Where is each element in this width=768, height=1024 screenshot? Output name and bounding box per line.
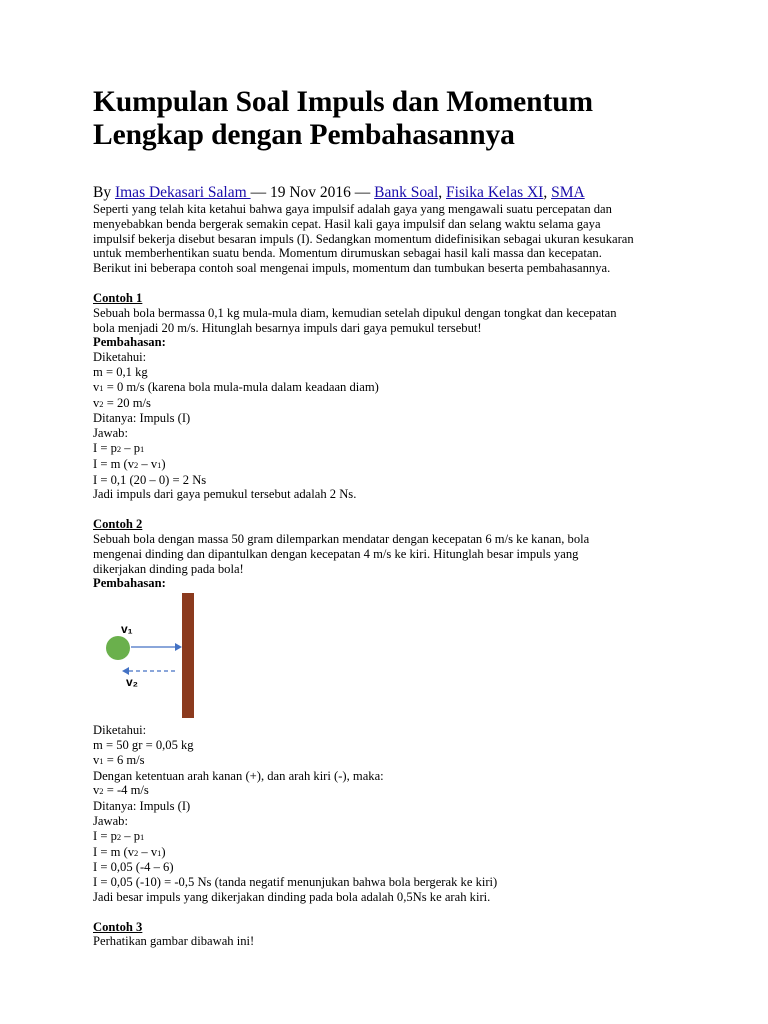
intro-paragraph — [93, 202, 683, 276]
equation-3: I = 0,05 (-4 – 6) — [93, 860, 174, 875]
intro-line: Seperti yang telah kita ketahui bahwa gaya impulsif adalah gaya yang mengawali suatu percepatan dan — [93, 202, 612, 216]
v1-value — [93, 753, 683, 769]
subscript: 2 — [134, 847, 139, 858]
page-title — [93, 86, 683, 152]
v1-symbol: v — [93, 752, 100, 767]
v1-label: v₁ — [121, 622, 133, 637]
asked-label: Ditanya: Impuls (I) — [93, 799, 191, 814]
eq-part: I = m (v — [93, 844, 135, 859]
subscript: 2 — [116, 443, 122, 454]
v2-text: = -4 m/s — [103, 783, 149, 798]
intro-line: impulsif bekerja disebut besaran impuls (I). Sedangkan momentum didefinisikan sebagai ukuran kesukaran — [93, 231, 634, 246]
question-line: Sebuah bola bermassa 0,1 kg mula-mula diam, kemudian setelah dipukul dengan tongkat dan kecepatan — [93, 305, 617, 320]
byline-comma: , — [543, 184, 552, 201]
eq-part: – v — [138, 844, 158, 859]
v2-label: v₂ — [126, 675, 139, 690]
subscript: 1 — [157, 847, 162, 858]
byline-date: — 19 Nov 2016 — — [250, 184, 375, 201]
title-line-2: Lengkap dengan Pembahasannya — [93, 119, 515, 151]
byline-by: By — [93, 184, 115, 201]
conclusion: Jadi impuls dari gaya pemukul tersebut adalah 2 Ns. — [93, 487, 357, 502]
mass-value: m = 0,1 kg — [93, 364, 148, 379]
equation-4: I = 0,05 (-10) = -0,5 Ns (tanda negatif menunjukan bahwa bola bergerak ke kiri) — [93, 875, 498, 890]
category-link-sma[interactable]: SMA — [551, 184, 585, 201]
article — [93, 86, 683, 949]
byline-comma: , — [438, 184, 447, 201]
eq-part: ) — [161, 456, 166, 471]
title-line-1: Kumpulan Soal Impuls dan Momentum — [93, 86, 593, 118]
equation-1 — [93, 829, 683, 845]
v2-symbol: v — [93, 395, 100, 410]
v2-symbol: v — [93, 783, 100, 798]
equation-2 — [93, 457, 683, 473]
v1-text: = 0 m/s (karena bola mula-mula dalam keadaan diam) — [103, 379, 379, 394]
v1-arrow — [131, 641, 183, 653]
mass-value: m = 50 gr = 0,05 kg — [93, 737, 194, 752]
answer-label: Jawab: — [93, 426, 128, 441]
known-label: Diketahui: — [93, 350, 147, 365]
v2-value — [93, 783, 683, 799]
example-3-text: Perhatikan gambar dibawah ini! — [93, 934, 255, 949]
eq-part: – p — [121, 828, 141, 843]
ball — [106, 636, 130, 660]
intro-line: untuk memberhentikan suatu benda. Momentum dirumuskan sebagai hasil kali massa dan kecepatan. — [93, 246, 602, 261]
subscript: 1 — [99, 382, 104, 393]
direction-convention: Dengan ketentuan arah kanan (+), dan arah kiri (-), maka: — [93, 768, 384, 783]
eq-part: – v — [138, 456, 158, 471]
wall — [182, 593, 194, 718]
subscript: 1 — [140, 443, 145, 454]
answer-label: Jawab: — [93, 813, 128, 828]
example-2-title: Contoh 2 — [93, 517, 143, 532]
subscript: 1 — [99, 755, 104, 766]
intro-line: Berikut ini beberapa contoh soal mengenai impuls, momentum dan tumbukan beserta pembahasannya. — [93, 261, 611, 276]
category-link-bank-soal[interactable]: Bank Soal — [374, 184, 439, 201]
eq-part: I = m (v — [93, 456, 135, 471]
equation-2 — [93, 845, 683, 861]
subscript: 2 — [99, 786, 104, 797]
known-label: Diketahui: — [93, 723, 147, 738]
author-link[interactable]: Imas Dekasari Salam — [114, 184, 251, 201]
question-line: mengenai dinding dan dipantulkan dengan kecepatan 4 m/s ke kiri. Hitunglah besar impuls yang — [93, 546, 579, 561]
example-3-title: Contoh 3 — [93, 919, 143, 934]
question-line: bola menjadi 20 m/s. Hitunglah besarnya impuls dari gaya pemukul tersebut! — [93, 320, 482, 335]
solution-heading: Pembahasan: — [93, 335, 166, 350]
example-1 — [93, 291, 683, 502]
eq-part: – p — [121, 440, 141, 455]
asked-label: Ditanya: Impuls (I) — [93, 411, 191, 426]
subscript: 2 — [116, 831, 122, 842]
v1-text: = 6 m/s — [103, 752, 145, 767]
subscript: 1 — [140, 831, 145, 842]
eq-part: ) — [161, 844, 166, 859]
example-2 — [93, 517, 683, 905]
v1-symbol: v — [93, 379, 100, 394]
example-1-title: Contoh 1 — [93, 290, 143, 305]
equation-1 — [93, 441, 683, 457]
ball-wall-diagram — [93, 591, 683, 723]
question-line: Sebuah bola dengan massa 50 gram dilemparkan mendatar dengan kecepatan 6 m/s ke kanan, bola — [93, 531, 590, 546]
v2-text: = 20 m/s — [103, 395, 151, 410]
intro-line: menyebabkan benda bergerak semakin cepat. Hasil kali gaya impulsif dan selang waktu selama gaya — [93, 216, 601, 231]
solution-heading: Pembahasan: — [93, 576, 166, 591]
conclusion: Jadi besar impuls yang dikerjakan dinding pada bola adalah 0,5Ns ke arah kiri. — [93, 889, 491, 904]
example-3 — [93, 920, 683, 950]
subscript: 2 — [99, 398, 104, 409]
equation-3: I = 0,1 (20 – 0) = 2 Ns — [93, 472, 207, 487]
v2-value — [93, 396, 683, 412]
question-line: dikerjakan dinding pada bola! — [93, 561, 244, 576]
v1-value — [93, 380, 683, 396]
eq-part: I = p — [93, 828, 117, 843]
subscript: 2 — [134, 459, 139, 470]
byline — [93, 185, 683, 201]
category-link-fisika[interactable]: Fisika Kelas XI — [446, 184, 544, 201]
subscript: 1 — [157, 459, 162, 470]
eq-part: I = p — [93, 440, 117, 455]
